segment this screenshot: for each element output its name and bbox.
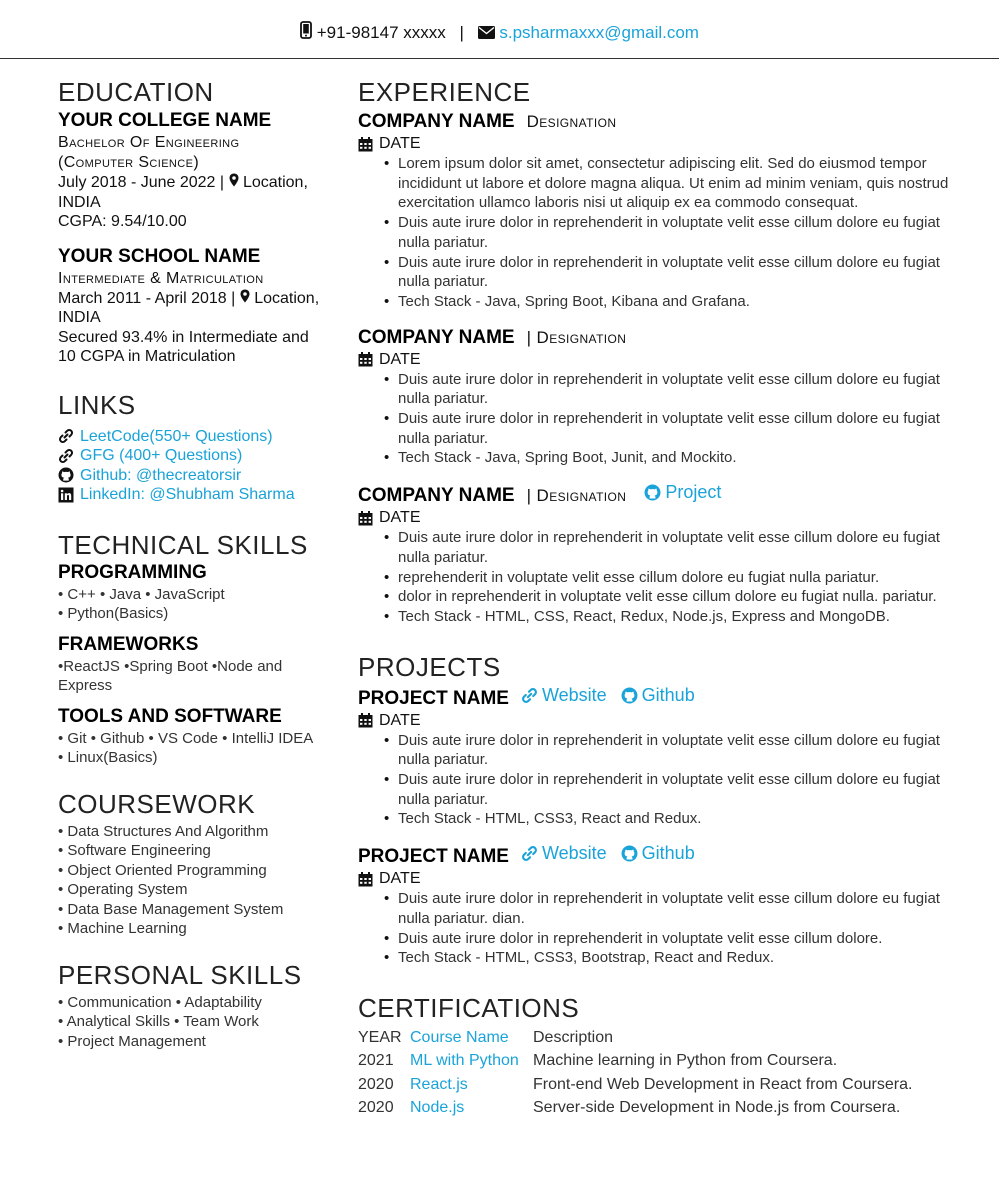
job-header — [358, 326, 958, 350]
school-name: YOUR SCHOOL NAME — [58, 245, 261, 267]
project-entry — [358, 843, 958, 968]
frameworks-block — [58, 633, 343, 696]
programming-line-1: • C++ • Java • JavaScript — [58, 585, 225, 603]
list-item: • dolor in reprehenderit in voluptate velit esse cillum dolore eu fugiat nulla. pariatur. — [398, 587, 958, 607]
list-item: • Object Oriented Programming — [58, 861, 267, 879]
list-item: • Duis aute irure dolor in reprehenderit in voluptate velit esse cillum dolore eu fugiat nulla pariatur. — [398, 770, 958, 809]
project-link-label: Project — [665, 482, 722, 503]
calendar-icon — [358, 713, 373, 728]
list-item: • Tech Stack - HTML, CSS3, React and Redux. — [398, 809, 958, 829]
list-item: • Analytical Skills • Team Work — [58, 1013, 259, 1031]
project-entry — [358, 685, 958, 830]
frameworks-heading: FRAMEWORKS — [58, 633, 199, 655]
calendar-icon — [358, 872, 373, 887]
programming-block — [58, 561, 343, 624]
list-item: • Data Base Management System — [58, 900, 284, 918]
cert-description: Front-end Web Development in React from Coursera. — [533, 1075, 913, 1093]
project-name: PROJECT NAME — [358, 846, 509, 868]
left-column — [58, 76, 343, 1051]
company-name: COMPANY NAME — [358, 485, 515, 507]
list-item: • Duis aute irure dolor in reprehenderit in voluptate velit esse cillum dolore eu fugiat nulla pariatur. — [398, 409, 958, 448]
calendar-icon — [358, 352, 373, 367]
college-country: INDIA — [58, 193, 101, 211]
project-header — [358, 843, 958, 869]
links-title: LINKS — [58, 389, 136, 420]
date-row — [358, 711, 958, 731]
link-gfg[interactable] — [58, 446, 343, 466]
job-bullets — [398, 528, 958, 627]
github-icon — [58, 467, 74, 483]
website-label: Website — [541, 684, 607, 705]
list-item: • Duis aute irure dolor in reprehenderit in voluptate velit esse cillum dolore eu fugiat nulla pariatur. — [398, 370, 958, 409]
link-label: LinkedIn: @Shubham Sharma — [80, 486, 295, 504]
college-location: Location, — [242, 174, 308, 191]
calendar-icon — [358, 511, 373, 526]
school-score-line-1: Secured 93.4% in Intermediate and — [58, 328, 309, 346]
location-pin-icon — [240, 289, 250, 309]
github-icon — [644, 484, 661, 501]
website-label: Website — [541, 843, 607, 864]
calendar-icon — [358, 137, 373, 152]
cert-year: 2020 — [358, 1075, 394, 1093]
designation: | Designation — [526, 486, 627, 506]
frameworks-line-2: Express — [58, 677, 113, 695]
college-degree: Bachelor Of Engineering — [58, 134, 240, 151]
email-link[interactable]: s.psharmaxxx@gmail.com — [499, 23, 699, 42]
link-icon — [58, 448, 74, 464]
github-icon — [621, 687, 638, 704]
list-item: • Communication • Adaptability — [58, 993, 262, 1011]
list-item: • reprehenderit in voluptate velit esse cillum dolore eu fugiat nulla pariatur. — [398, 568, 958, 588]
list-item: • Duis aute irure dolor in reprehenderit in voluptate velit esse cillum dolore eu fugiat nulla pariatur. — [398, 213, 958, 252]
company-name: COMPANY NAME — [358, 111, 515, 132]
mail-icon — [478, 21, 495, 47]
designation: | Designation — [526, 327, 627, 347]
tools-line-2: • Linux(Basics) — [58, 749, 158, 767]
college-dates-line — [58, 173, 343, 193]
github-link[interactable] — [621, 685, 695, 706]
contact-line — [0, 20, 999, 47]
list-item: • Tech Stack - HTML, CSS, React, Redux, Node.js, Express and MongoDB. — [398, 607, 958, 627]
link-leetcode[interactable] — [58, 427, 343, 447]
links-list — [58, 427, 343, 505]
github-icon — [621, 845, 638, 862]
list-item: • Data Structures And Algorithm — [58, 822, 269, 840]
college-block — [58, 109, 343, 232]
list-item: • Duis aute irure dolor in reprehenderit in voluptate velit esse cillum dolore. — [398, 929, 958, 949]
list-item: • Duis aute irure dolor in reprehenderit in voluptate velit esse cillum dolore eu fugiat nulla pariatur. dian. — [398, 889, 958, 928]
link-icon — [521, 687, 538, 704]
contact-separator: | — [459, 23, 464, 42]
tools-block — [58, 705, 343, 768]
github-label: Github — [641, 843, 695, 864]
linkedin-icon — [58, 487, 74, 503]
list-item: • Tech Stack - Java, Spring Boot, Junit, and Mockito. — [398, 448, 958, 468]
cert-course-link[interactable]: React.js — [410, 1075, 468, 1093]
link-linkedin[interactable] — [58, 485, 343, 505]
phone-icon — [300, 21, 312, 47]
projects-title: PROJECTS — [358, 651, 501, 682]
job-entry — [358, 326, 958, 469]
table-row — [358, 1049, 912, 1073]
cert-year-header: YEAR — [358, 1028, 402, 1046]
cert-course-link[interactable]: Node.js — [410, 1099, 465, 1117]
table-row — [358, 1073, 912, 1097]
link-github[interactable] — [58, 466, 343, 486]
programming-line-2: • Python(Basics) — [58, 605, 169, 623]
location-pin-icon — [229, 173, 239, 193]
list-item: • Project Management — [58, 1032, 206, 1050]
table-row — [358, 1096, 912, 1120]
job-header — [358, 110, 958, 134]
date-row — [358, 508, 958, 528]
date-row — [358, 869, 958, 889]
project-name: PROJECT NAME — [358, 687, 509, 709]
tools-line-1: • Git • Github • VS Code • IntelliJ IDEA — [58, 729, 314, 747]
company-name: COMPANY NAME — [358, 326, 515, 348]
list-item: • Software Engineering — [58, 842, 211, 860]
list-item: • Duis aute irure dolor in reprehenderit in voluptate velit esse cillum dolore eu fugiat nulla pariatur. — [398, 731, 958, 770]
cert-description: Machine learning in Python from Coursera. — [533, 1052, 838, 1070]
list-item: • Operating System — [58, 881, 188, 899]
list-item: • Duis aute irure dolor in reprehenderit in voluptate velit esse cillum dolore eu fugiat nulla pariatur. — [398, 528, 958, 567]
coursework-list — [58, 822, 343, 939]
project-bullets — [398, 731, 958, 830]
website-link[interactable] — [521, 843, 607, 864]
education-title: EDUCATION — [58, 77, 214, 107]
list-item: • Lorem ipsum dolor sit amet, consectetur adipiscing elit. Sed do eiusmod tempor incididunt ut labore et dolore magna aliqua. Ut enim ad minim veniam, quis nostrud exercitation ullamco laboris nisi ut aliquip ex ea commodo consequat. — [398, 154, 958, 213]
cert-year: 2021 — [358, 1052, 394, 1070]
job-bullets — [398, 154, 958, 312]
cert-year: 2020 — [358, 1099, 394, 1117]
school-dates-line — [58, 289, 343, 309]
experience-title: EXPERIENCE — [358, 77, 531, 107]
personal-skills-list — [58, 993, 343, 1052]
designation: Designation — [526, 112, 617, 131]
college-major: (Computer Science) — [58, 154, 200, 171]
github-link[interactable] — [621, 843, 695, 864]
school-country: INDIA — [58, 309, 101, 327]
cert-course-header[interactable]: Course Name — [410, 1028, 509, 1046]
date-row — [358, 134, 958, 154]
certifications-title: CERTIFICATIONS — [358, 992, 580, 1023]
frameworks-line-1: •ReactJS •Spring Boot •Node and — [58, 657, 283, 675]
cert-description-header: Description — [533, 1028, 614, 1046]
coursework-title: COURSEWORK — [58, 788, 256, 819]
link-icon — [58, 428, 74, 444]
link-label: GFG (400+ Questions) — [80, 447, 243, 465]
school-score-line-2: 10 CGPA in Matriculation — [58, 348, 236, 366]
college-name: YOUR COLLEGE NAME — [58, 110, 272, 131]
job-date: DATE — [379, 135, 421, 152]
technical-skills-title: TECHNICAL SKILLS — [58, 529, 308, 560]
school-dates: March 2011 - April 2018 | — [58, 289, 236, 307]
college-dates: July 2018 - June 2022 | — [58, 174, 225, 191]
programming-heading: PROGRAMMING — [58, 561, 207, 583]
job-bullets — [398, 370, 958, 469]
cert-course-link[interactable]: ML with Python — [410, 1052, 519, 1070]
website-link[interactable] — [521, 685, 607, 706]
job-date: DATE — [379, 509, 421, 527]
link-label: Github: @thecreatorsir — [80, 466, 242, 484]
list-item: • Duis aute irure dolor in reprehenderit in voluptate velit esse cillum dolore eu fugiat nulla pariatur. — [398, 253, 958, 292]
job-header — [358, 482, 958, 508]
project-date: DATE — [379, 711, 421, 729]
project-date: DATE — [379, 870, 421, 888]
project-header — [358, 685, 958, 711]
job-entry — [358, 110, 958, 312]
school-block — [58, 245, 343, 367]
phone-number: +91-98147 xxxxx — [316, 23, 446, 42]
tools-heading: TOOLS AND SOFTWARE — [58, 705, 282, 727]
table-header-row — [358, 1026, 912, 1050]
cert-description: Server-side Development in Node.js from Coursera. — [533, 1099, 901, 1117]
personal-skills-title: PERSONAL SKILLS — [58, 959, 302, 990]
date-row — [358, 350, 958, 370]
github-label: Github — [641, 684, 695, 705]
right-column — [358, 76, 958, 1120]
list-item: • Machine Learning — [58, 920, 187, 938]
college-cgpa: CGPA: 9.54/10.00 — [58, 213, 187, 231]
certifications-table — [358, 1026, 912, 1120]
link-icon — [521, 845, 538, 862]
job-entry — [358, 482, 958, 627]
job-date: DATE — [379, 350, 421, 368]
school-location: Location, — [254, 289, 320, 307]
link-label: LeetCode(550+ Questions) — [80, 427, 273, 445]
project-link[interactable] — [644, 482, 721, 503]
header-bar — [0, 0, 999, 59]
project-bullets — [398, 889, 958, 968]
list-item: • Tech Stack - HTML, CSS3, Bootstrap, React and Redux. — [398, 948, 958, 968]
list-item: • Tech Stack - Java, Spring Boot, Kibana and Grafana. — [398, 292, 958, 312]
school-level: Intermediate & Matriculation — [58, 269, 264, 287]
